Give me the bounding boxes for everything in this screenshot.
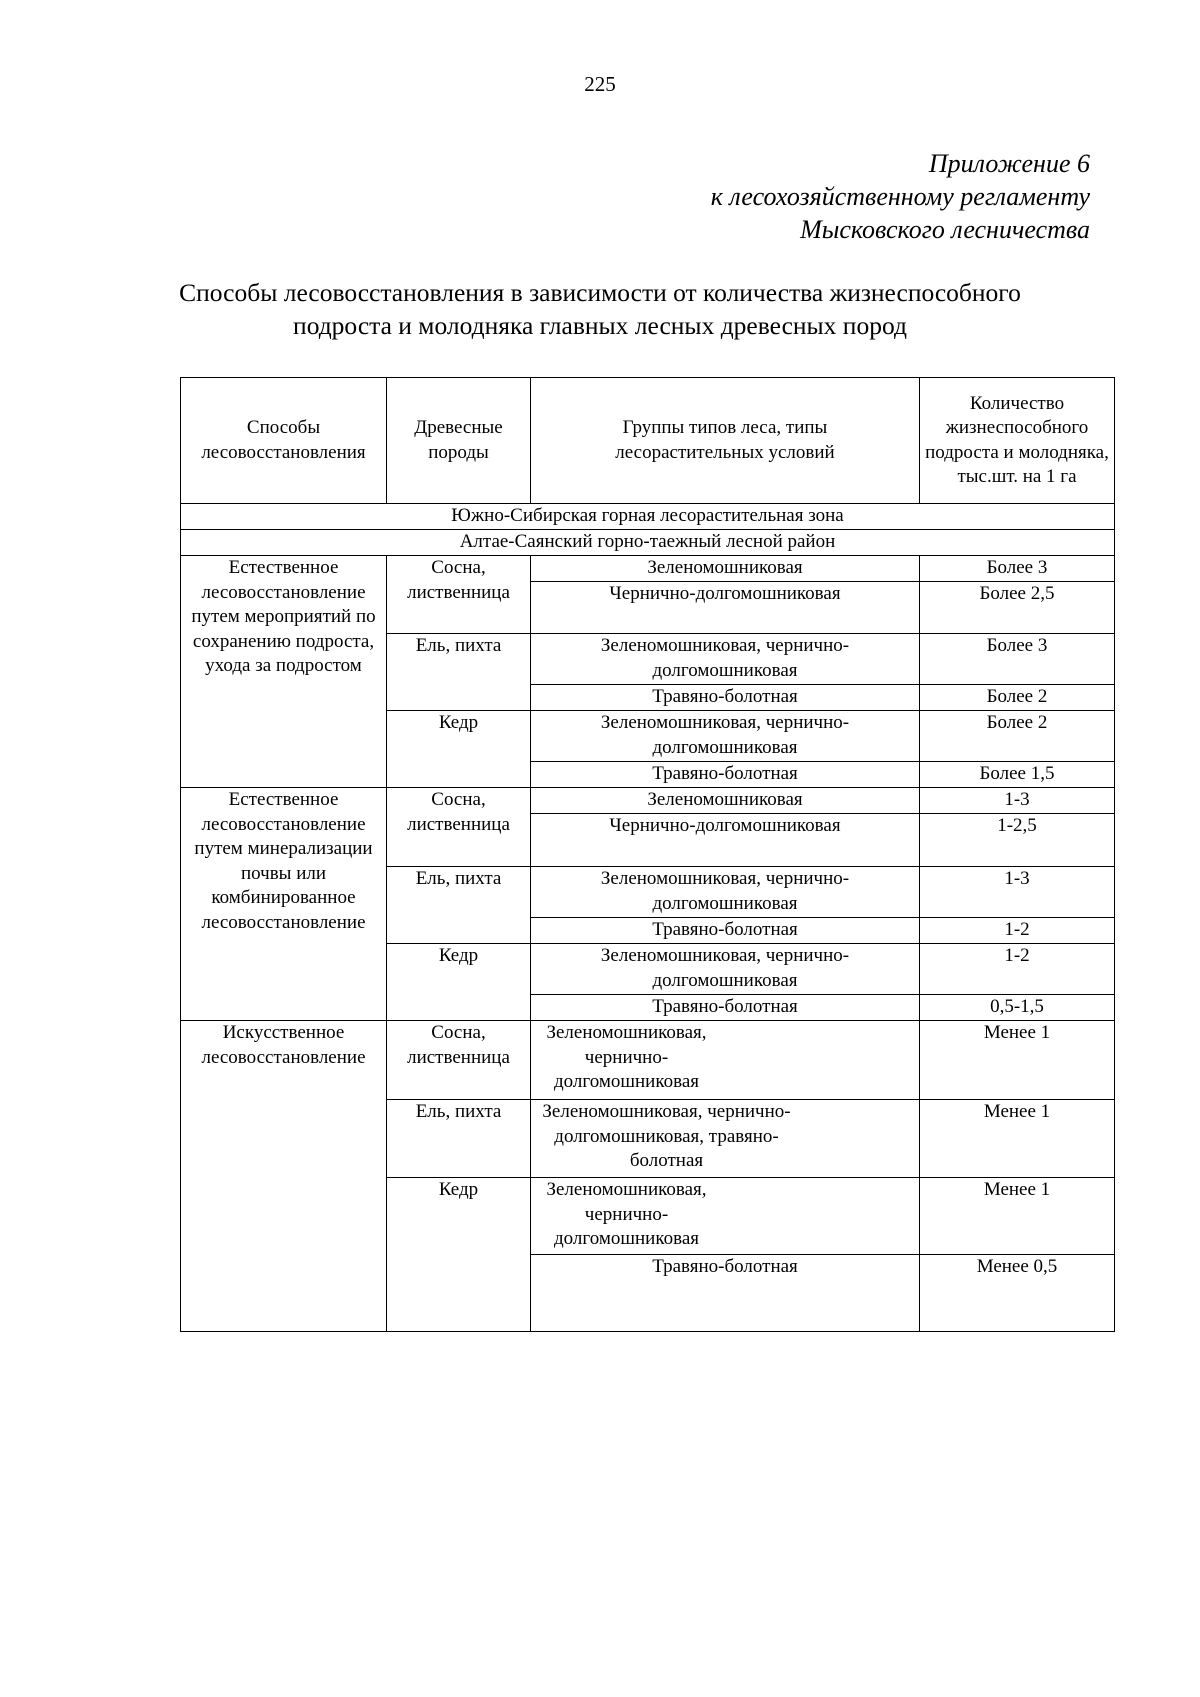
quantity-cell: 1-2 bbox=[920, 944, 1115, 995]
method-cell: Искусственное лесовосстановление bbox=[181, 1021, 387, 1332]
forest-group-cell: Зеленомошниковая bbox=[531, 556, 920, 582]
method-cell: Естественное лесовосстановление путем мероприятий по сохранению подроста, ухода за подростом bbox=[181, 556, 387, 788]
quantity-cell: 1-3 bbox=[920, 867, 1115, 918]
district-name: Алтае-Саянский горно-таежный лесной район bbox=[181, 530, 1115, 556]
quantity-cell: Более 1,5 bbox=[920, 762, 1115, 788]
forest-group-cell: Травяно-болотная bbox=[531, 918, 920, 944]
species-cell: Кедр bbox=[387, 1178, 531, 1332]
table-row bbox=[181, 1021, 1115, 1100]
forest-group-cell: Зеленомошниковая, чернично-долгомошниковая bbox=[531, 711, 920, 762]
forest-group-cell: Зеленомошниковая, чернично-долгомошниковая bbox=[531, 944, 920, 995]
quantity-cell: 1-3 bbox=[920, 788, 1115, 814]
species-cell: Кедр bbox=[387, 711, 531, 788]
quantity-cell: Менее 0,5 bbox=[920, 1255, 1115, 1332]
document-title bbox=[150, 276, 1050, 342]
zone-name: Южно-Сибирская горная лесорастительная зона bbox=[181, 504, 1115, 530]
quantity-cell: Менее 1 bbox=[920, 1100, 1115, 1178]
reforestation-table bbox=[180, 377, 1115, 1332]
table-row bbox=[181, 788, 1115, 814]
quantity-cell: Более 2 bbox=[920, 711, 1115, 762]
appendix-line-2: к лесохозяйственному регламенту bbox=[710, 182, 1090, 211]
forest-group-cell: Травяно-болотная bbox=[531, 1255, 920, 1332]
quantity-cell: Менее 1 bbox=[920, 1178, 1115, 1255]
zone-row bbox=[181, 504, 1115, 530]
forest-group-cell: Зеленомошниковая, чернично-долгомошниковая, травяно-болотная bbox=[531, 1100, 920, 1178]
forest-group-cell: Травяно-болотная bbox=[531, 995, 920, 1021]
district-row bbox=[181, 530, 1115, 556]
species-cell: Ель, пихта bbox=[387, 634, 531, 711]
appendix-caption bbox=[490, 147, 1090, 246]
quantity-cell: Более 3 bbox=[920, 556, 1115, 582]
header-method: Способы лесовосстановления bbox=[181, 378, 387, 504]
quantity-cell: 1-2 bbox=[920, 918, 1115, 944]
page-number: 225 bbox=[584, 72, 616, 96]
forest-group-cell: Зеленомошниковая, чернично-долгомошниковая bbox=[531, 1021, 920, 1100]
forest-group-cell: Зеленомошниковая, чернично-долгомошниковая bbox=[531, 634, 920, 685]
quantity-cell: Менее 1 bbox=[920, 1021, 1115, 1100]
header-quantity: Количество жизнеспособного подроста и молодняка, тыс.шт. на 1 га bbox=[920, 378, 1115, 504]
forest-group-cell: Травяно-болотная bbox=[531, 685, 920, 711]
quantity-cell: Более 2,5 bbox=[920, 582, 1115, 634]
quantity-cell: Более 2 bbox=[920, 685, 1115, 711]
quantity-cell: 0,5-1,5 bbox=[920, 995, 1115, 1021]
species-cell: Сосна, лиственница bbox=[387, 1021, 531, 1100]
table-row bbox=[181, 556, 1115, 582]
species-cell: Ель, пихта bbox=[387, 867, 531, 944]
appendix-line-3: Мысковского лесничества bbox=[800, 215, 1090, 244]
appendix-line-1: Приложение 6 bbox=[928, 149, 1090, 178]
quantity-cell: 1-2,5 bbox=[920, 814, 1115, 867]
method-cell: Естественное лесовосстановление путем минерализации почвы или комбинированное лесовосстановление bbox=[181, 788, 387, 1021]
forest-group-cell: Чернично-долгомошниковая bbox=[531, 814, 920, 867]
forest-group-cell: Травяно-болотная bbox=[531, 762, 920, 788]
quantity-cell: Более 3 bbox=[920, 634, 1115, 685]
title-line-2: подроста и молодняка главных лесных древесных пород bbox=[293, 311, 907, 340]
header-forest-groups: Группы типов леса, типы лесорастительных условий bbox=[531, 378, 920, 504]
header-species: Древесные породы bbox=[387, 378, 531, 504]
forest-group-cell: Зеленомошниковая, чернично-долгомошниковая bbox=[531, 1178, 920, 1255]
forest-group-cell: Зеленомошниковая, чернично-долгомошниковая bbox=[531, 867, 920, 918]
species-cell: Сосна, лиственница bbox=[387, 556, 531, 634]
species-cell: Сосна, лиственница bbox=[387, 788, 531, 867]
species-cell: Ель, пихта bbox=[387, 1100, 531, 1178]
forest-group-cell: Зеленомошниковая bbox=[531, 788, 920, 814]
title-line-1: Способы лесовосстановления в зависимости от количества жизнеспособного bbox=[179, 278, 1021, 307]
table-header-row bbox=[181, 378, 1115, 504]
species-cell: Кедр bbox=[387, 944, 531, 1021]
forest-group-cell: Чернично-долгомошниковая bbox=[531, 582, 920, 634]
